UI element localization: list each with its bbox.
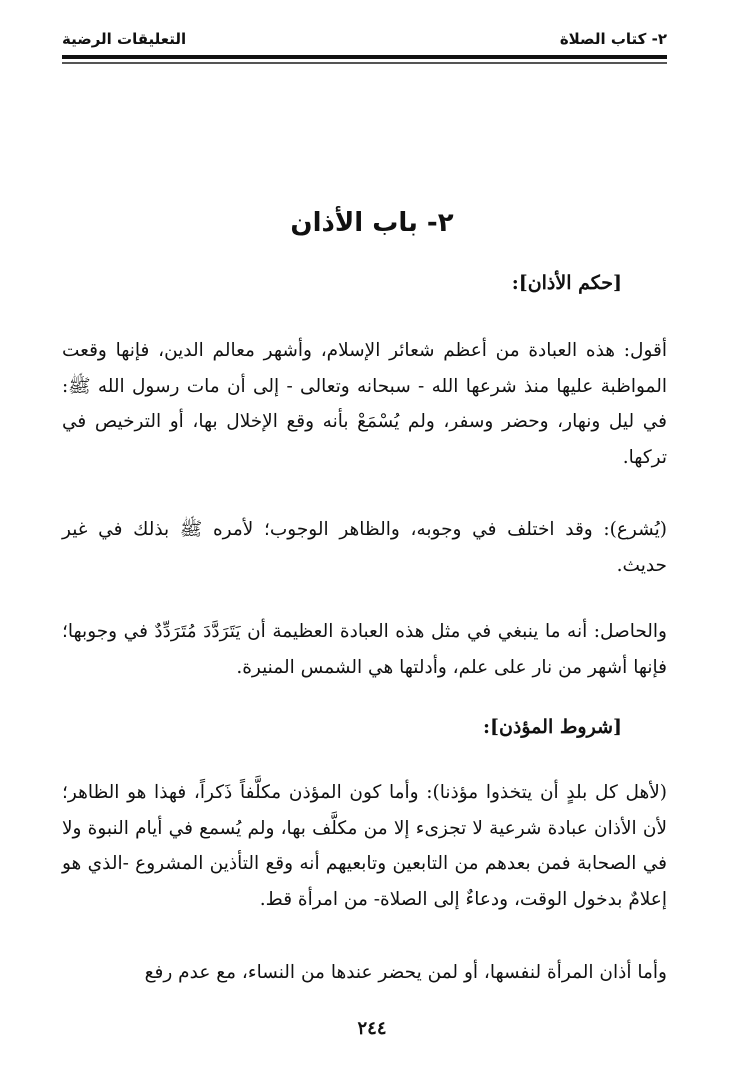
paragraph-5: وأما أذان المرأة لنفسها، أو لمن يحضر عندها من النساء، مع عدم رفع	[144, 962, 667, 983]
paragraph-4: (لأهل كل بلدٍ أن يتخذوا مؤذنا): وأما كون المؤذن مكلَّفاً ذَكراً، فهذا هو الظاهر؛ لأن الأذان عبادة شرعية لا تجزىء إلا من مكلَّف بها، ولم يُسمع في أيام النبوة ولا في الصحابة فمن بعدهم من التابعين وتابعيهم أنه وقع التأذين المشروع -الذي هو إعلامٌ بدخول الوقت، ودعاءٌ إلى الصلاة- من امرأة قط.	[62, 782, 667, 910]
section-heading-ruling: [حكم الأذان]:	[511, 272, 622, 294]
paragraph-3: والحاصل: أنه ما ينبغي في مثل هذه العبادة العظيمة أن يَتَرَدَّدَ مُتَرَدِّدٌ في وجوبها؛ فإنها أشهر من نار على علم، وأدلتها هي الشمس المنيرة.	[62, 621, 667, 678]
running-header-book-title: التعليقات الرضية	[62, 30, 187, 48]
chapter-title: ٢- باب الأذان	[290, 208, 454, 238]
paragraph-1: أقول: هذه العبادة من أعظم شعائر الإسلام، وأشهر معالم الدين، فإنها وقعت المواظبة عليها منذ شرعها الله - سبحانه وتعالى - إلى أن مات رسول الله ﷺ: في ليل ونهار، وحضر وسفر، ولم يُسْمَعْ بأنه وقع الإخلال بها، أو الترخيص في تركها.	[62, 340, 667, 468]
paragraph-2: (يُشرع): وقد اختلف في وجوبه، والظاهر الوجوب؛ لأمره ﷺ بذلك في غير حديث.	[62, 519, 667, 576]
running-header	[62, 30, 667, 54]
header-rule-thin	[62, 62, 667, 64]
header-rule-thick	[62, 55, 667, 59]
section-heading-conditions: [شروط المؤذن]:	[482, 716, 622, 738]
running-header-chapter: ٢- كتاب الصلاة	[559, 30, 667, 48]
page-number: ٢٤٤	[357, 1018, 387, 1039]
